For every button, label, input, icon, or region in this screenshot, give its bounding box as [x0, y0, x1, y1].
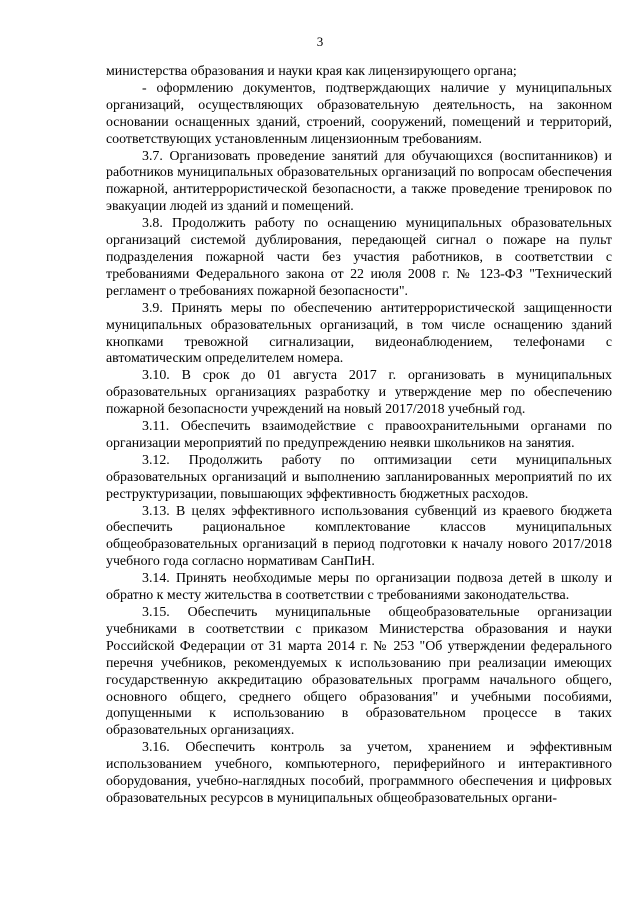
- paragraph-continuation: министерства образования и науки края как лицензирующего органа;: [106, 64, 517, 79]
- page-number: 3: [316, 34, 324, 49]
- paragraph-3-10: 3.10. В срок до 01 августа 2017 г. организовать в муниципальных образовательных организациях разработку и утверждение мер по обеспечению пожарной безопасности учреждений на новый 2017/2018 учебный год.: [106, 368, 612, 418]
- paragraph-3-7: 3.7. Организовать проведение занятий для обучающихся (воспитанников) и работников муниципальных образовательных организаций по вопросам обеспечения пожарной, антитеррористической безопасности, а также проведение тренировок по эвакуации людей из зданий и помещений.: [106, 148, 612, 215]
- paragraph-3-13: 3.13. В целях эффективного использования субвенций из краевого бюджета обеспечить рациональное комплектование классов муниципальных общеобразовательных организаций в период подготовки к началу нового 2017/2018 учебного года согласно нормативам СанПиН.: [106, 503, 612, 570]
- paragraph-3-9: 3.9. Принять меры по обеспечению антитеррористической защищенности муниципальных образовательных организаций, в том числе оснащению зданий кнопками тревожной сигнализации, видеонаблюдением, телефонами с автоматическим определителем номера.: [106, 300, 612, 367]
- paragraph-3-14: 3.14. Принять необходимые меры по организации подвоза детей в школу и обратно к месту жительства в соответствии с требованиями законодательства.: [106, 571, 612, 604]
- paragraph-3-15: 3.15. Обеспечить муниципальные общеобразовательные организации учебниками в соответствии с приказом Министерства образования и науки Российской Федерации от 31 марта 2014 г. № 253 "Об утверждении федерального перечня учебников, рекомендуемых к использованию при реализации имеющих государственную аккредитацию образовательных программ начального общего, основного общего, среднего общего образования" и учебными пособиями, допущенными к использованию в образовательном процессе в таких образовательных организациях.: [106, 605, 612, 739]
- paragraph-3-11: 3.11. Обеспечить взаимодействие с правоохранительными органами по организации мероприятий по предупреждению неявки школьников на занятия.: [106, 419, 612, 451]
- document-body: [106, 64, 612, 808]
- paragraph-3-12: 3.12. Продолжить работу по оптимизации сети муниципальных образовательных организаций и выполнению запланированных мероприятий по их реструктуризации, повышающих эффективность бюджетных расходов.: [106, 452, 612, 502]
- paragraph-3-8: 3.8. Продолжить работу по оснащению муниципальных образовательных организаций системой дублирования, передающей сигнал о пожаре на пульт подразделения пожарной части без участия работников, в соответствии с требованиями Федерального закона от 22 июля 2008 г. № 123-ФЗ "Технический регламент о требованиях пожарной безопасности".: [106, 216, 612, 299]
- paragraph-3-16: 3.16. Обеспечить контроль за учетом, хранением и эффективным использованием учебного, компьютерного, периферийного и интерактивного оборудования, учебно-наглядных пособий, программного обеспечения и цифровых образовательных ресурсов в муниципальных общеобразовательных органи-: [106, 740, 612, 806]
- paragraph-list-item-documents: - оформлению документов, подтверждающих наличие у муниципальных организаций, осуществляющих образовательную деятельность, на законном основании оснащенных зданий, строений, сооружений, помещений и территорий, соответствующих установленным лицензионным требованиям.: [106, 80, 612, 147]
